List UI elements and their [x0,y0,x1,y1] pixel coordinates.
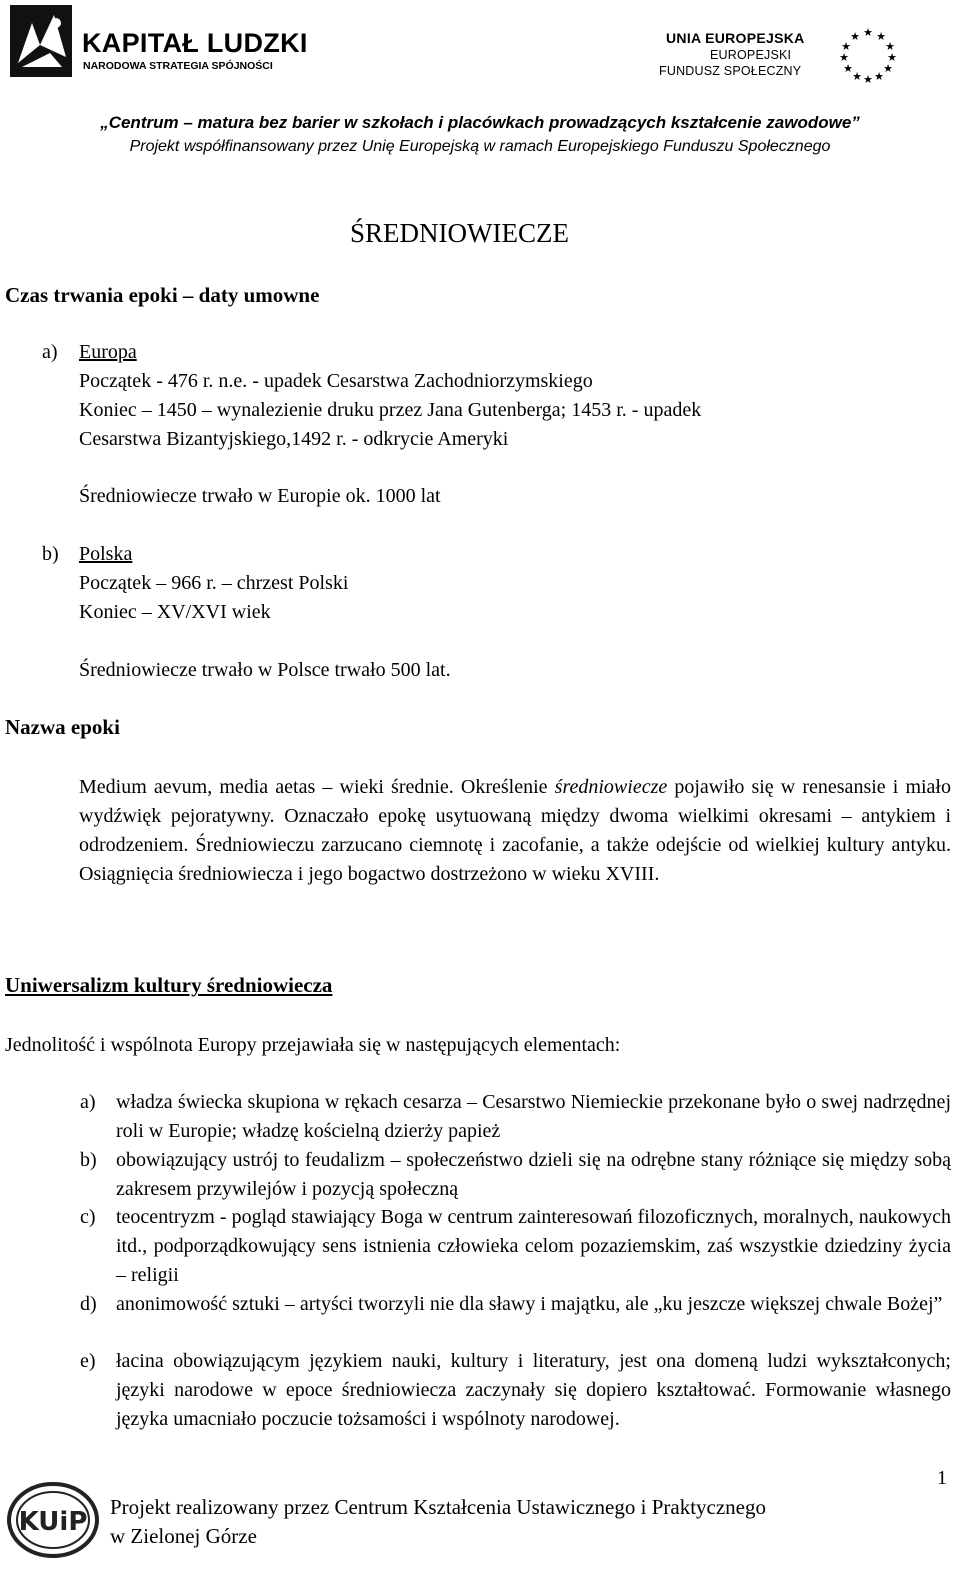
poland-line: Koniec – XV/XVI wiek [79,601,271,623]
eu-label-line1: UNIA EUROPEJSKA [666,30,805,46]
poland-note: Średniowiecze trwało w Polsce trwało 500 lat. [79,659,451,681]
project-subtitle: Projekt współfinansowany przez Unię Europejską w ramach Europejskiego Funduszu Społecznego [129,138,831,155]
europe-line: Cesarstwa Bizantyjskiego,1492 r. - odkrycie Ameryki [79,428,509,450]
list-letter: d) [80,1293,97,1315]
svg-text:★: ★ [863,73,873,84]
list-item: anonimowość sztuki – artyści tworzyli nie dla sławy i majątku, ale „ku jeszcze większej chwale Bożej” [116,1293,943,1315]
eu-stars-icon [836,24,900,84]
kapital-ludzki-subtitle: NARODOWA STRATEGIA SPÓJNOŚCI [83,60,273,72]
list-letter: c) [80,1206,96,1228]
list-item: obowiązujący ustrój to feudalizm – społeczeństwo dzieli się na odrębne stany różniące się między sobą zakresem przywilejów i pozycją społeczną [116,1149,951,1200]
list-letter: b) [80,1149,97,1171]
svg-text:★: ★ [876,30,886,43]
section-heading-duration: Czas trwania epoki – daty umowne [5,283,320,307]
europe-line: Koniec – 1450 – wynalezienie druku przez Jana Gutenberga; 1453 r. - upadek [79,399,702,421]
svg-text:KUiP: KUiP [18,1507,88,1537]
project-title: „Centrum – matura bez barier w szkołach i placówkach prowadzących kształcenie zawodowe” [100,113,860,132]
svg-text:★: ★ [885,40,895,53]
kuip-logo [5,1480,101,1560]
region-label-europe: Europa [79,341,137,363]
name-paragraph-italic: średniowiecze [554,776,668,798]
list-letter: e) [80,1350,96,1372]
kapital-ludzki-logo-mark [10,5,72,77]
name-paragraph-part2: pojawiło się w renesansie i miało wydźwięk pejoratywny. Oznaczało epokę usytuowaną między dwoma wielkimi okresami – antykiem i odrodzeniem. Średniowieczu zarzucano ciemnotę i zacofanie, a także odejście od wielkiej kultury antyku. Osiągnięcia średniowiecza i jego bogactwo dostrzeżono w wieku XVIII. [79,776,951,885]
svg-text:★: ★ [887,51,897,64]
svg-text:★: ★ [841,40,851,53]
svg-text:★: ★ [852,70,862,83]
list-letter: a) [42,341,58,363]
footer-text [110,1493,766,1551]
kapital-ludzki-title: KAPITAŁ LUDZKI [82,28,308,58]
section-heading-name: Nazwa epoki [5,715,120,739]
svg-text:★: ★ [883,62,893,75]
svg-text:★: ★ [843,62,853,75]
region-label-poland: Polska [79,543,133,565]
footer-line2: w Zielonej Górze [110,1524,257,1548]
footer-line1: Projekt realizowany przez Centrum Kształcenia Ustawicznego i Praktycznego [110,1495,766,1519]
eu-label-line3: FUNDUSZ SPOŁECZNY [659,64,802,78]
list-item: władza świecka skupiona w rękach cesarza – Cesarstwo Niemieckie przekonane było o swej nadrzędnej roli w Europie; władzę kościelną dzierży papież [116,1091,951,1142]
list-item: łacina obowiązującym językiem nauki, kultury i literatury, jest ona domeną ludzi wykształconych; języki narodowe w epoce średniowiecza zaczynały się dopiero kształtować. Formowanie własnego języka umacniało poczucie tożsamości i wspólnoty narodowej. [116,1350,951,1430]
universalism-lead: Jednolitość i wspólnota Europy przejawiała się w następujących elementach: [5,1034,621,1056]
svg-text:★: ★ [863,26,873,39]
svg-text:★: ★ [850,30,860,43]
name-paragraph-part1: Medium aevum, media aetas – wieki średnie. Określenie [79,776,555,798]
name-paragraph [79,773,951,889]
list-item: teocentryzm - pogląd stawiający Boga w centrum zainteresowań filozoficznych, moralnych, naukowych itd., podporządkowujący sens istnienia człowieka celom pozaziemskim, zaś wszystkie dziedziny życia – religii [116,1206,951,1286]
poland-line: Początek – 966 r. – chrzest Polski [79,572,349,594]
europe-note: Średniowiecze trwało w Europie ok. 1000 lat [79,485,441,507]
section-heading-universalism: Uniwersalizm kultury średniowiecza [5,973,333,997]
page-number: 1 [937,1467,947,1489]
eu-label-line2: EUROPEJSKI [710,48,792,62]
svg-text:★: ★ [839,51,849,64]
page-title: ŚREDNIOWIECZE [350,218,569,248]
svg-text:★: ★ [874,70,884,83]
europe-line: Początek - 476 r. n.e. - upadek Cesarstwa Zachodniorzymskiego [79,370,593,392]
list-letter: b) [42,543,59,565]
list-letter: a) [80,1091,96,1113]
